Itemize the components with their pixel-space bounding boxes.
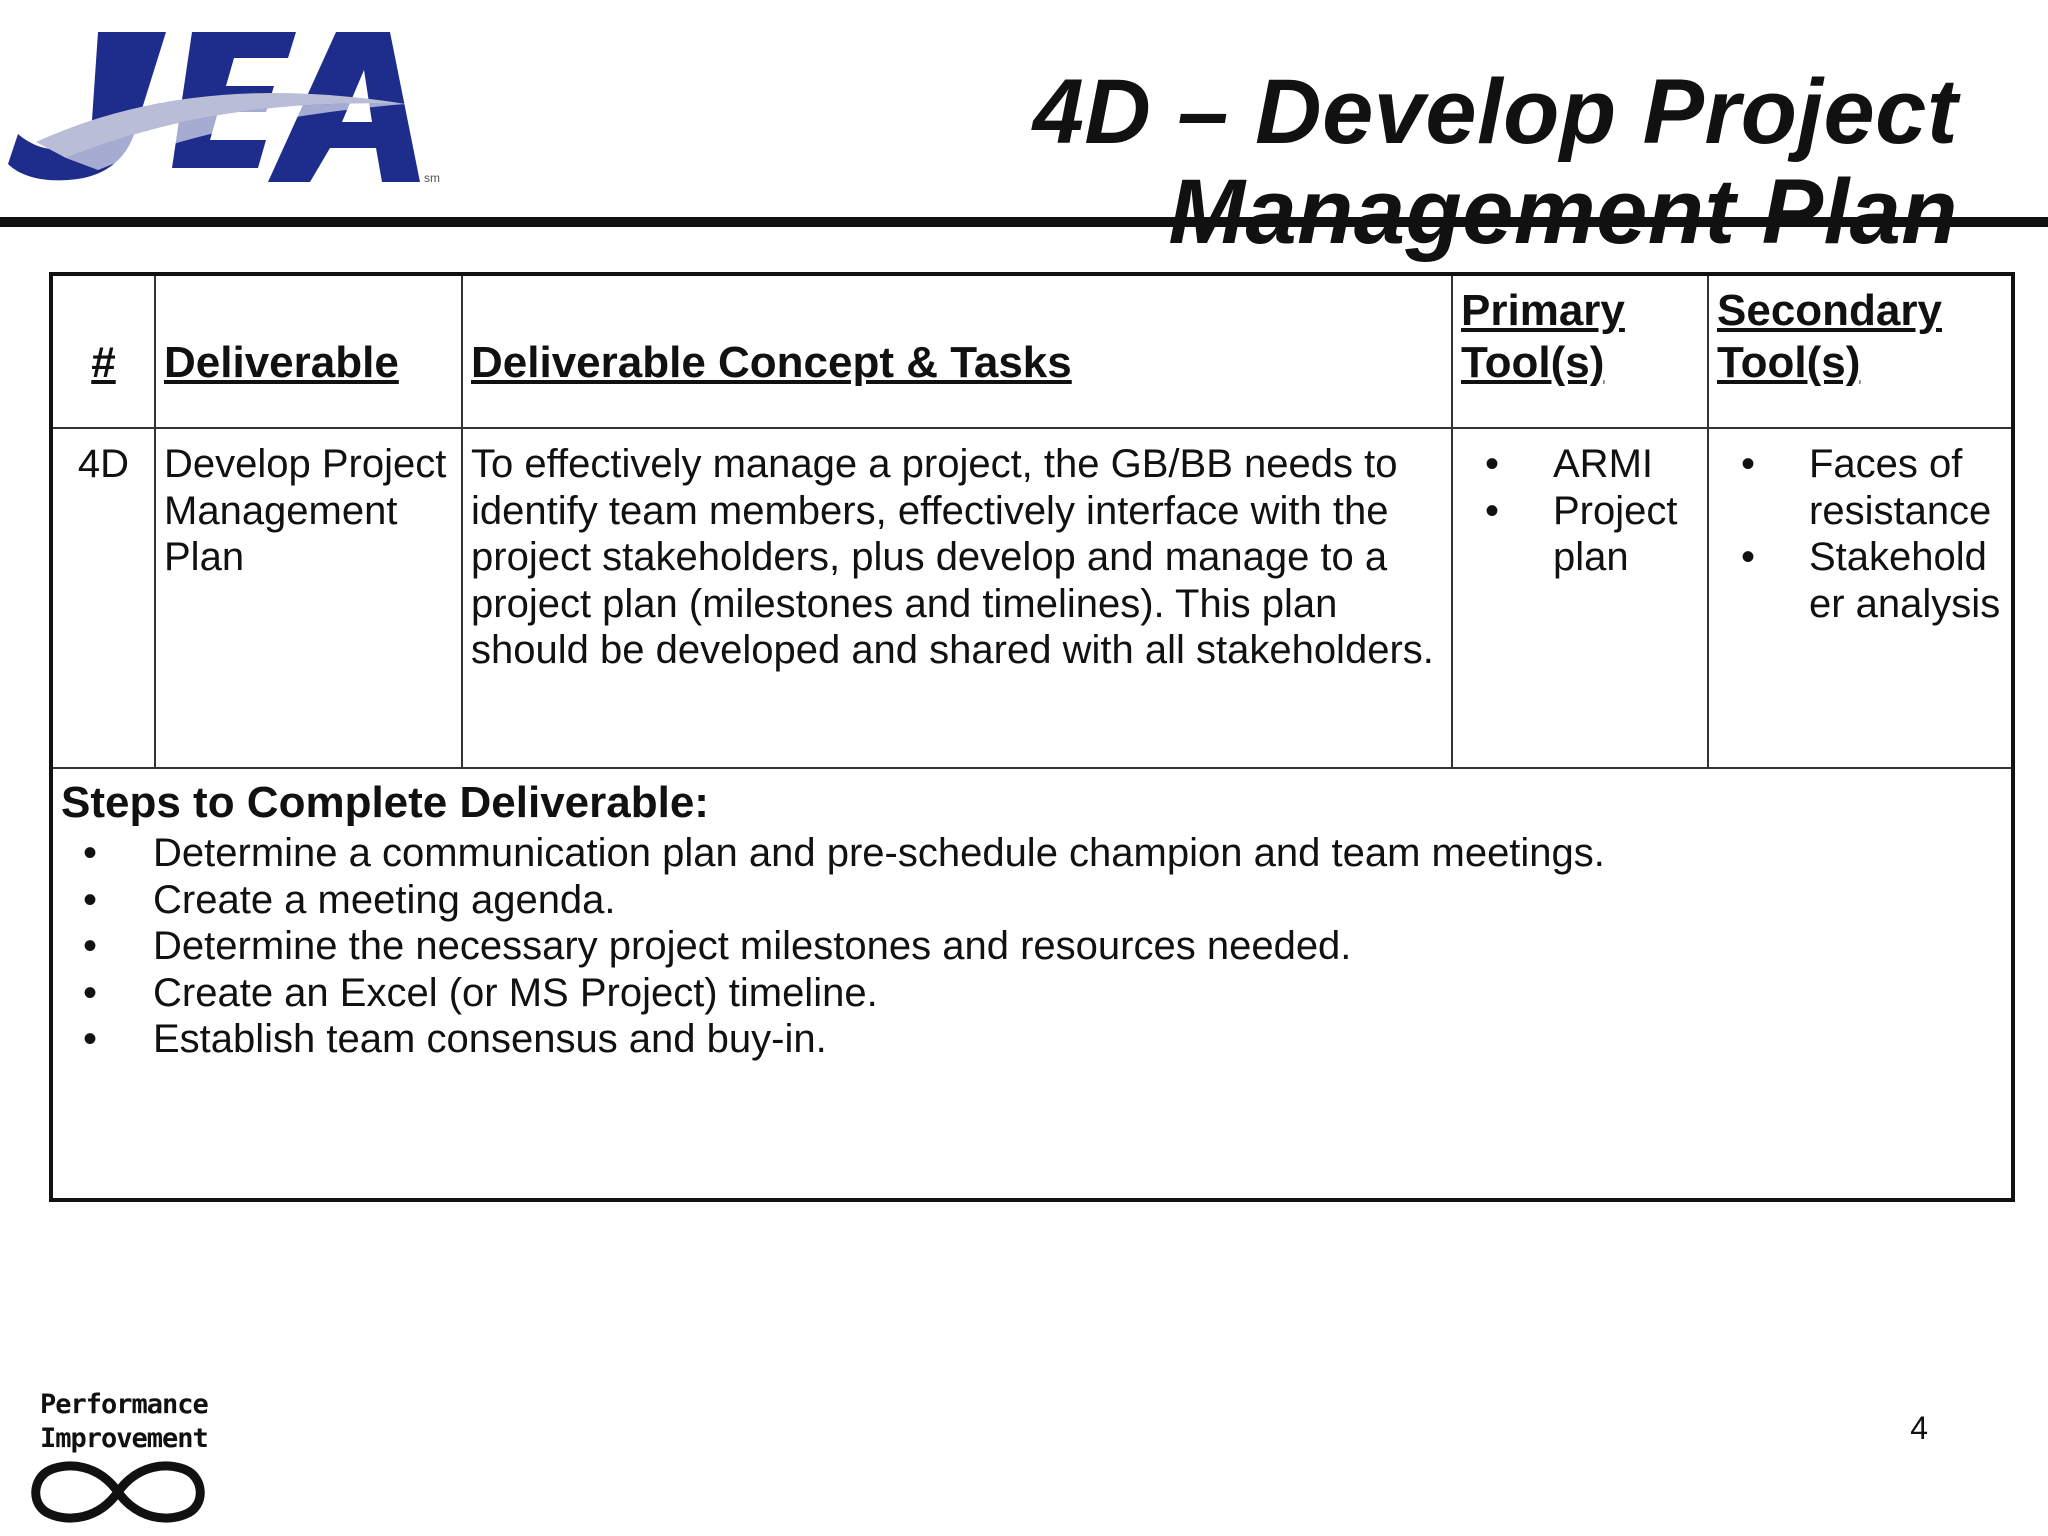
- secondary-tools-list: [1717, 441, 2003, 627]
- list-item: • Create a meeting agenda.: [61, 877, 2001, 924]
- pi-logo-line-2: Improvement: [40, 1423, 208, 1454]
- list-item: • Determine a communication plan and pre-schedule champion and team meetings.: [61, 830, 2001, 877]
- page-title: [1033, 62, 1958, 262]
- pi-logo-text: [40, 1388, 208, 1456]
- header-primary-tools: Primary Tool(s): [1452, 276, 1708, 428]
- header-secondary-tools: Secondary Tool(s): [1708, 276, 2011, 428]
- list-item: • Stakeholder analysis: [1717, 534, 2003, 627]
- table-header-row: [53, 276, 2011, 428]
- table-row: [53, 428, 2011, 768]
- list-item: • Create an Excel (or MS Project) timeline.: [61, 970, 2001, 1017]
- page-number: 4: [1910, 1410, 1928, 1446]
- deliverable-table: [53, 276, 2011, 769]
- header-deliverable: Deliverable: [155, 276, 462, 428]
- title-line-1: 4D – Develop Project: [1032, 61, 1958, 163]
- list-item: • Project plan: [1461, 488, 1699, 581]
- logo-mark: sm: [424, 171, 440, 185]
- jea-logo: [6, 30, 466, 195]
- row-deliverable: Develop Project Management Plan: [155, 428, 462, 768]
- row-concept: To effectively manage a project, the GB/BB needs to identify team members, effectively interface with the project stakeholders, plus develop and manage to a project plan (milestones and timelines). This plan should be developed and shared with all stakeholders.: [462, 428, 1452, 768]
- steps-section: [61, 778, 2001, 1063]
- steps-heading: Steps to Complete Deliverable:: [61, 778, 709, 827]
- row-number: 4D: [53, 428, 155, 768]
- list-item: • Faces of resistance: [1717, 441, 2003, 534]
- header-concept: Deliverable Concept & Tasks: [462, 276, 1452, 428]
- header-number: #: [53, 276, 155, 428]
- list-item: • Determine the necessary project milestones and resources needed.: [61, 923, 2001, 970]
- row-primary-tools: [1452, 428, 1708, 768]
- steps-list: [61, 830, 2001, 1063]
- deliverable-panel: [49, 272, 2015, 1202]
- list-item: • Establish team consensus and buy-in.: [61, 1016, 2001, 1063]
- primary-tools-list: [1461, 441, 1699, 581]
- row-secondary-tools: [1708, 428, 2011, 768]
- performance-improvement-logo: [28, 1388, 228, 1528]
- pi-logo-line-1: Performance: [40, 1389, 208, 1420]
- list-item: • ARMI: [1461, 441, 1699, 488]
- title-line-2: Management Plan: [1168, 161, 1958, 263]
- infinity-icon: [28, 1458, 208, 1526]
